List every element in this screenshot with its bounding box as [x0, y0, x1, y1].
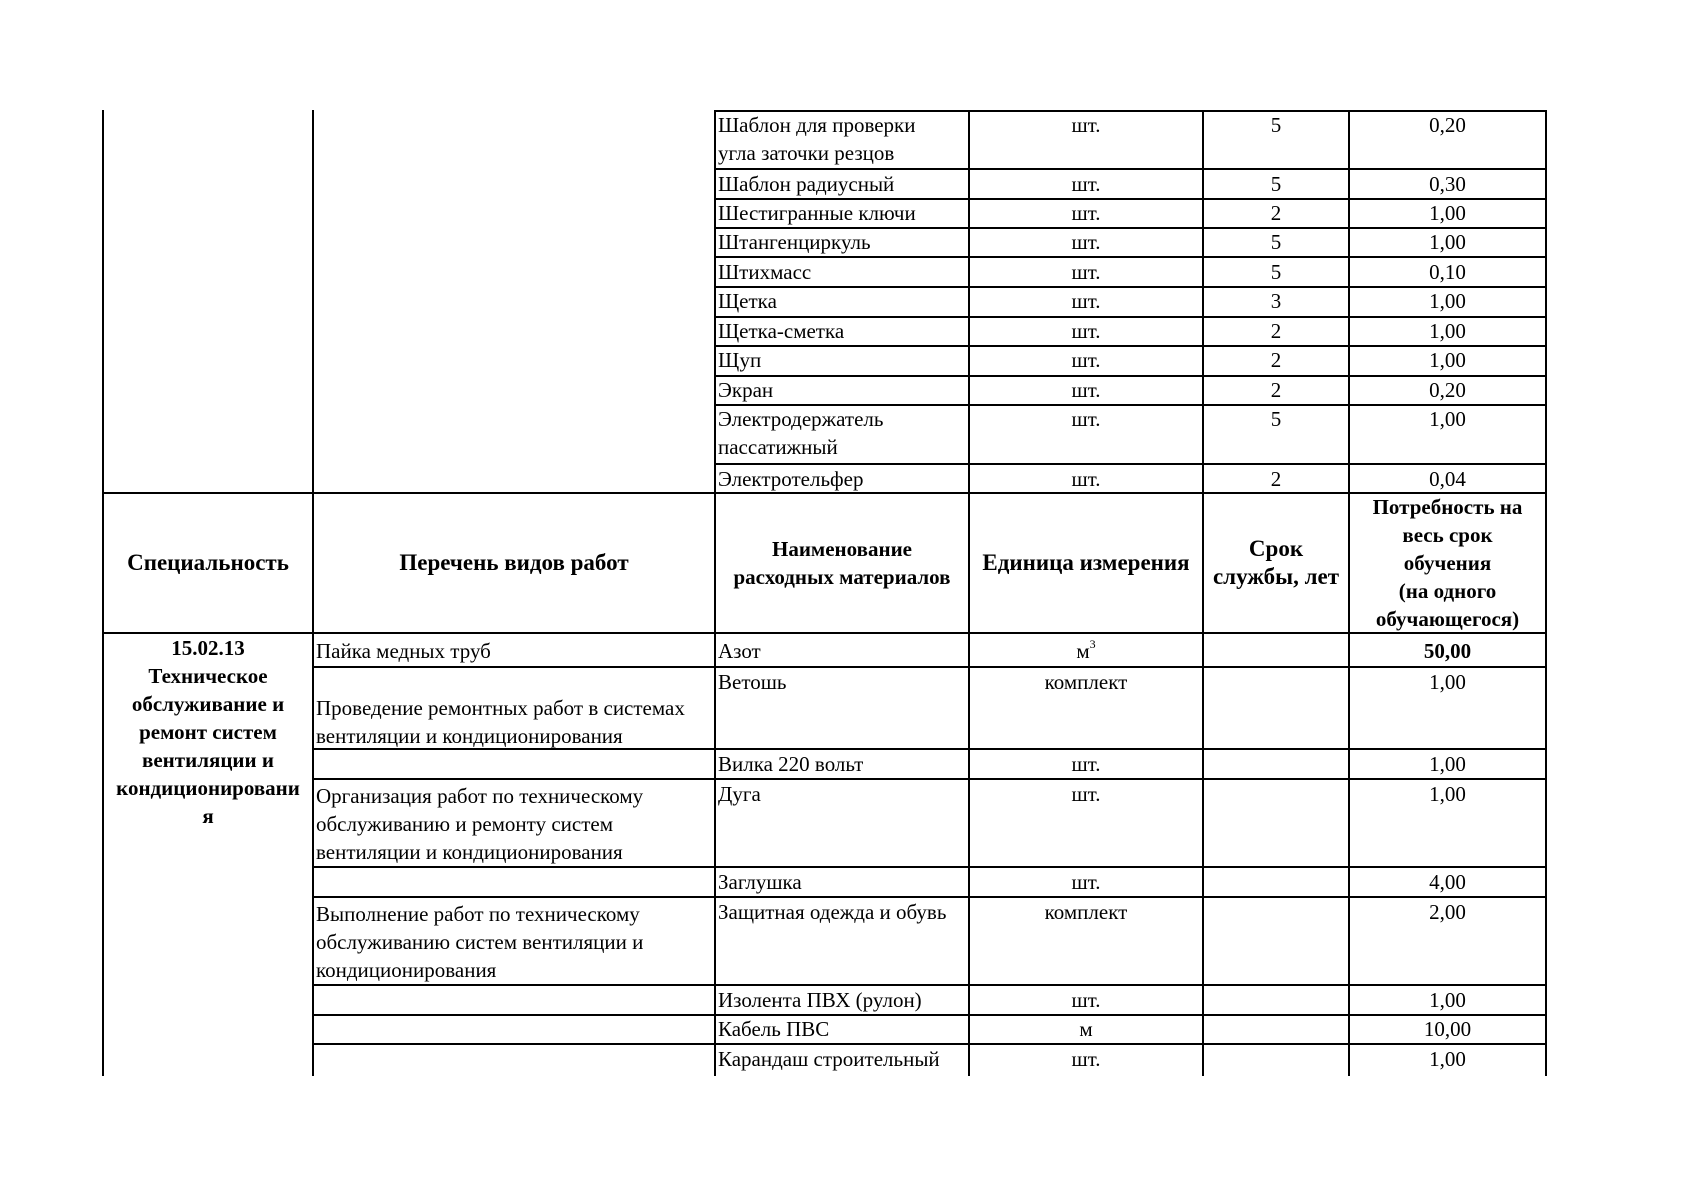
- material-name: Дуга: [718, 782, 761, 806]
- header-life-line: Срок: [1248, 536, 1304, 561]
- life-cell: 2: [1270, 319, 1282, 343]
- unit-cell: шт.: [1071, 870, 1101, 894]
- unit-cell: шт.: [1071, 113, 1101, 137]
- need-cell: 1,00: [1429, 348, 1466, 372]
- specialty-code: 15.02.13: [171, 636, 245, 660]
- unit-cell: шт.: [1071, 467, 1101, 491]
- unit-text: м: [1076, 639, 1090, 663]
- unit-cell: шт.: [1071, 782, 1101, 806]
- need-cell: 0,30: [1429, 172, 1466, 196]
- material-name: Изолента ПВХ (рулон): [718, 988, 922, 1012]
- grid-line: [102, 632, 1547, 634]
- life-cell: 2: [1270, 378, 1282, 402]
- need-cell: 4,00: [1429, 870, 1466, 894]
- unit-cell: шт.: [1071, 1047, 1101, 1071]
- material-name: Защитная одежда и обувь: [718, 900, 947, 924]
- header-materials-line: Наименование: [772, 537, 912, 561]
- unit-cell: [970, 637, 1202, 665]
- header-specialty-label: Специальность: [127, 550, 289, 575]
- work-cell: Проведение ремонтных работ в системах: [316, 696, 685, 720]
- material-name: Ветошь: [718, 670, 787, 694]
- work-cell: Организация работ по техническому: [316, 784, 644, 808]
- life-cell: 2: [1270, 348, 1282, 372]
- work-cell: кондиционирования: [316, 958, 497, 982]
- need-cell: 2,00: [1429, 900, 1466, 924]
- material-name: Экран: [718, 378, 774, 402]
- specialty-line: обслуживание и: [131, 692, 285, 716]
- header-works-label: Перечень видов работ: [399, 550, 629, 575]
- header-need-line: обучающегося): [1375, 607, 1520, 631]
- work-cell: обслуживанию систем вентиляции и: [316, 930, 644, 954]
- work-cell: Пайка медных труб: [316, 639, 491, 663]
- unit-cell: шт.: [1071, 289, 1101, 313]
- need-cell: 1,00: [1429, 407, 1466, 431]
- material-name: Щетка: [718, 289, 777, 313]
- need-cell: 50,00: [1423, 639, 1472, 663]
- header-unit-label: Единица измерения: [982, 550, 1190, 575]
- material-name: Шаблон для проверки: [718, 113, 916, 137]
- material-name: Шаблон радиусный: [718, 172, 895, 196]
- life-cell: 2: [1270, 201, 1282, 225]
- header-works: [314, 494, 714, 632]
- unit-cell: шт.: [1071, 230, 1101, 254]
- unit-cell: шт.: [1071, 201, 1101, 225]
- life-cell: 5: [1270, 260, 1282, 284]
- life-cell: 5: [1270, 113, 1282, 137]
- header-materials-line: расходных материалов: [733, 565, 951, 589]
- grid-line: [1545, 110, 1547, 1076]
- specialty-line: я: [202, 804, 214, 828]
- material-name: Штангенциркуль: [718, 230, 871, 254]
- need-cell: 1,00: [1429, 319, 1466, 343]
- unit-cell: шт.: [1071, 348, 1101, 372]
- unit-cell: шт.: [1071, 752, 1101, 776]
- header-need: [1350, 494, 1545, 632]
- unit-cell: шт.: [1071, 988, 1101, 1012]
- life-cell: 5: [1270, 172, 1282, 196]
- material-name: Шестигранные ключи: [718, 201, 916, 225]
- header-unit: [970, 494, 1202, 632]
- work-cell: вентиляции и кондиционирования: [316, 724, 623, 748]
- work-cell: вентиляции и кондиционирования: [316, 840, 623, 864]
- unit-superscript: 3: [1089, 637, 1096, 651]
- life-cell: 5: [1270, 230, 1282, 254]
- material-name: Азот: [718, 639, 761, 663]
- unit-cell: шт.: [1071, 172, 1101, 196]
- header-life-line: службы, лет: [1212, 564, 1340, 589]
- material-name: Кабель ПВС: [718, 1017, 830, 1041]
- material-name: Карандаш строительный: [718, 1047, 940, 1071]
- life-cell: 2: [1270, 467, 1282, 491]
- material-name: пассатижный: [718, 435, 838, 459]
- specialty-line: Техническое: [148, 664, 268, 688]
- header-materials: [716, 494, 968, 632]
- life-cell: 3: [1270, 289, 1282, 313]
- need-cell: 0,10: [1429, 260, 1466, 284]
- specialty-cell: [104, 634, 312, 830]
- work-cell: обслуживанию и ремонту систем: [316, 812, 613, 836]
- material-name: Заглушка: [718, 870, 802, 894]
- unit-cell: м: [1079, 1017, 1093, 1041]
- material-name: Электродержатель: [718, 407, 884, 431]
- header-need-line: весь срок: [1402, 523, 1493, 547]
- specialty-line: кондиционировани: [116, 776, 300, 800]
- material-name: Вилка 220 вольт: [718, 752, 864, 776]
- unit-cell: шт.: [1071, 378, 1101, 402]
- unit-cell: шт.: [1071, 407, 1101, 431]
- header-need-line: Потребность на: [1372, 495, 1523, 519]
- need-cell: 1,00: [1429, 201, 1466, 225]
- unit-cell: комплект: [1044, 900, 1128, 924]
- need-cell: 1,00: [1429, 230, 1466, 254]
- header-need-line: обучения: [1403, 551, 1492, 575]
- need-cell: 1,00: [1429, 988, 1466, 1012]
- specialty-line: вентиляции и: [142, 748, 274, 772]
- need-cell: 0,04: [1429, 467, 1466, 491]
- material-name: Щетка-сметка: [718, 319, 845, 343]
- unit-cell: шт.: [1071, 319, 1101, 343]
- material-name: угла заточки резцов: [718, 141, 895, 165]
- material-name: Электротельфер: [718, 467, 864, 491]
- life-cell: 5: [1270, 407, 1282, 431]
- unit-cell: шт.: [1071, 260, 1101, 284]
- need-cell: 1,00: [1429, 670, 1466, 694]
- work-cell: Выполнение работ по техническому: [316, 902, 640, 926]
- need-cell: 10,00: [1423, 1017, 1472, 1041]
- need-cell: 1,00: [1429, 752, 1466, 776]
- header-life: [1204, 494, 1348, 632]
- material-name: Щуп: [718, 348, 762, 372]
- need-cell: 1,00: [1429, 1047, 1466, 1071]
- unit-cell: комплект: [1044, 670, 1128, 694]
- need-cell: 0,20: [1429, 113, 1466, 137]
- need-cell: 0,20: [1429, 378, 1466, 402]
- need-cell: 1,00: [1429, 289, 1466, 313]
- header-need-line: (на одного: [1398, 579, 1497, 603]
- specialty-line: ремонт систем: [139, 720, 277, 744]
- need-cell: 1,00: [1429, 782, 1466, 806]
- material-name: Штихмасс: [718, 260, 812, 284]
- header-specialty: [104, 494, 312, 632]
